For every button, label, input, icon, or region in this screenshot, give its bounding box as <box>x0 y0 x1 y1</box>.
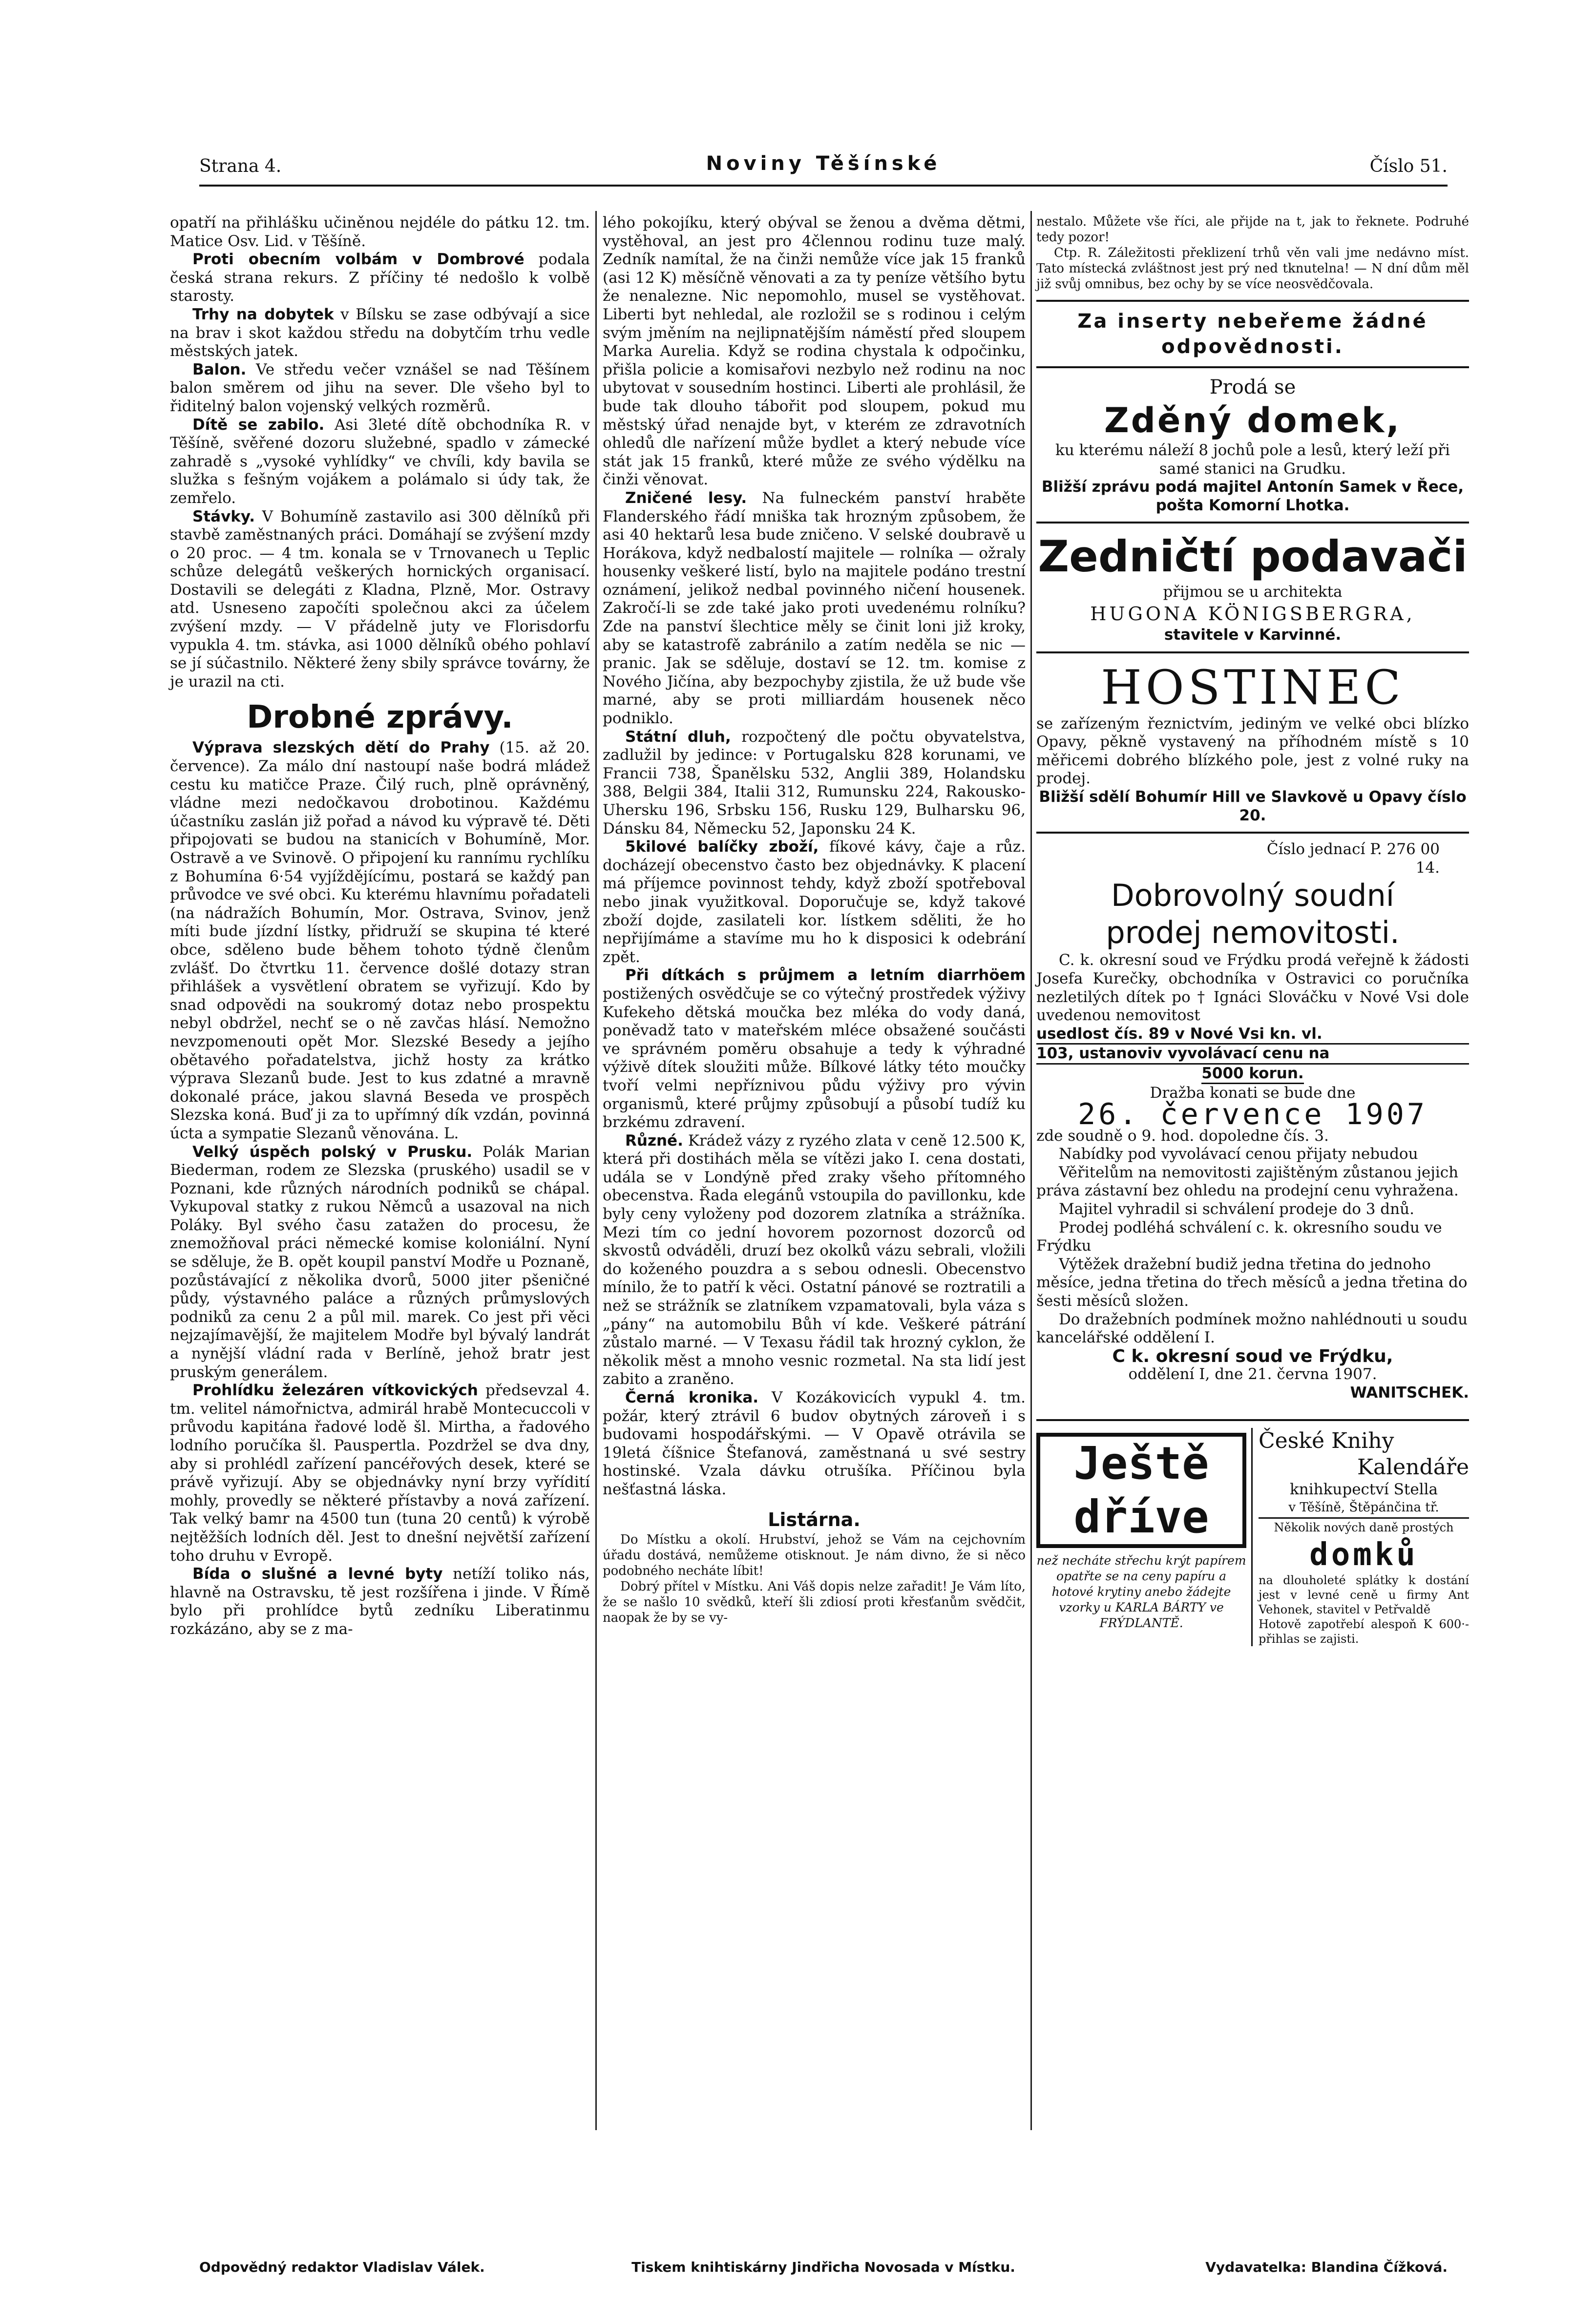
article-text: netíží toliko nás, hlavně na Ostravsku, tě jest rozšířena i jinde. V Římě bylo při prohlídce bytů zedníku Liberatinmu rozkázáno, aby se z ma- <box>170 1565 590 1638</box>
editor-line: Odpovědný redaktor Vladislav Válek. <box>199 2259 485 2275</box>
article-text: V Bohumíně zastavilo asi 300 dělníků při stavbě zaměstnaných práci. Domáhají se zvýšení mzdy o 20 proc. — 4 tm. konala se v Trnovanech u Teplic schůze delegátů veškerých hornických organisací. Dostavili se delegáti z Kladna, Plzně, Mor. Ostravy atd. Usneseno započíti společnou akci za účelem zvýšení mzdy. — V přádelně juty ve Florisdorfu vypukla 4. tm. stávka, asi 1000 dělníků obého pohlaví se jí súčastnilo. Některé ženy sbily správce továrny, že je urazil na cti. <box>170 507 590 691</box>
article-heading: Státní dluh, <box>625 728 731 746</box>
listarna-item: Ctp. R. Záležitosti překlizení trhů věn vali jme nedávno míst. Tato místecká zvláštnost jest prý ned tknutelna! — N dní dům měl již svůj omnibus, bez ochy by se více neosvědčovala. <box>1036 246 1469 292</box>
ad-contact: Bližší sdělí Bohumír Hill ve Slavkově u Opavy číslo 20. <box>1039 788 1467 824</box>
ad-address: v Těšíně, Štěpánčina tř. <box>1259 1499 1469 1519</box>
article-heading: Bída o slušné a levné byty <box>192 1565 443 1583</box>
ad-text: ku kterému náleží 8 jochů pole a lesů, který leží při samé stanici na Grudku. <box>1055 441 1450 478</box>
page-number: Strana 4. <box>199 156 282 176</box>
article <box>170 361 590 416</box>
article-text: Krádež vázy z ryzého zlata v ceně 12.500 K, která při dostihách měla se vítězi jako I. cena dostati, udála se v Londýně před zraky všeho přítomného obecenstva. Řada elegánů vstoupila do pavillonku, kde byly ceny vyloženy pod dozorem zlatníka a strážníka. Mezi tím co jední hovorem pozornost dozorců od skvostů odváděli, druzí bez okolků vázu sebrali, vložili do koženého pouzdra a s sebou odnesli. Obecenstvo mínilo, že to patří k věci. Ostatní pánové se roztratili a než se strážník se zlatníkem vzpamatovali, byla váza s „pány“ na automobilu Bůh ví kde. Veškeré pátrání zůstalo marné. — V Texasu řádil tak hrozný cyklon, že několik měst a mnoho vesnic rozmetal. Na sta lidí jest zabito a zraněno. <box>603 1131 1026 1388</box>
article-heading: Výprava slezských dětí do Prahy <box>192 739 490 757</box>
ad-text: zde soudně o 9. hod. dopoledne čís. 3. <box>1036 1127 1329 1145</box>
listarna-body <box>603 1532 1026 1626</box>
ad-shop: knihkupectví Stella <box>1289 1480 1438 1498</box>
ad-hostinec <box>1036 651 1469 832</box>
ad-text: Nabídky pod vyvolávací cenou přijaty nebudou <box>1059 1145 1418 1163</box>
ad-text: Prodej podléhá schválení c. k. okresního soudu ve Frýdku <box>1036 1218 1442 1255</box>
ad-title: Ještě dříve <box>1036 1433 1246 1548</box>
listarna-item: nestalo. Můžete vše říci, ale přijde na t, jak to řeknete. Podruhé tedy pozor! <box>1036 214 1469 245</box>
article-text: předsevzal 4. tm. velitel námořnictva, admirál hrabě Montecuccoli v průvodu kapitána řadové lodě šl. Mirtha, a řadového lodního poručíka šl. Pauspertla. Pozdržel se dva dny, aby si prohlédl zařízení pancéřových desek, které se právě vyřizují. Aby se objednávky nyní brzy vyřídití mohly, provedly se některé přístavby a nová zařízení. Tak velký bamr na 4500 tun (tuna 20 centů) k výrobě nejtěžších lodních děl. Jest to dnešní největší zařízení toho druhu v Evropě. <box>170 1382 590 1565</box>
article-heading: Různé. <box>625 1131 683 1150</box>
ad-zdeny-domek <box>1036 366 1469 522</box>
ad-stella <box>1253 1428 1469 1647</box>
article-text: postižených osvědčuje se co výtečný prostředek výživy Kufekeho dětská moučka bez mléka do vody daná, poněvadž tato v mateřském mléce obsažené součásti ve správném poměru obsahuje a tedy k výhradné výživě dítek sloužiti může. Bílkové látky této moučky tvoří velmi nepříznivou půdu výživy pro vývin organismů, které průjmy způsobují a působí tudíž ku brzkému zdravení. <box>603 984 1026 1131</box>
article <box>170 416 590 508</box>
article-text: V Kozákovicích vypukl 4. tm. požár, který ztrávil 6 budov obytných zároveň i s budovami hospodářskými. — V Opavě otrávila se 19letá číšnice Štefanová, zaměstnaná u své sestry hostinské. Vzala dávku otrušíka. Příčinou byla nešťastná láska. <box>603 1389 1026 1498</box>
ad-text: Majitel vyhradil si schválení prodeje do 3 dnů. <box>1059 1200 1414 1218</box>
ad-name: HUGONA KÖNIGSBERGRA, <box>1090 603 1415 625</box>
ad-signature: C k. okresní soud ve Frýdku, <box>1112 1346 1393 1366</box>
ad-text: se zařízeným řeznictvím, jediným ve velké obci blízko Opavy, pěkně vystavený na příhodném místě s 10 měřicemi dobrého blízkého pole, jest z volné ruky na prodej. <box>1036 714 1469 788</box>
listarna-item: Dobrý přítel v Místku. Ani Váš dopis nelze zařadit! Je Vám líto, že se našlo 10 svědků, kteří šli zdiosí proti křesťanům svědčit, naopak že by se vy- <box>603 1579 1026 1626</box>
article <box>603 728 1026 838</box>
article-text: opatří na přihlášku učiněnou nejdéle do pátku 12. tm. Matice Osv. Lid. v Těšíně. <box>170 214 590 250</box>
ad-text: C. k. okresní soud ve Frýdku prodá veřejně k žádosti Josefa Kurečky, obchodníka v Ostravici co poručníka nezletilých dítek po † Ignáci Slováčku v Nové Vsi dole uvedenou nemovitost <box>1036 951 1469 1025</box>
ad-zednicti-podavaci <box>1036 522 1469 651</box>
article <box>603 1389 1026 1499</box>
section-title: Drobné zprávy. <box>247 699 513 736</box>
ad-subtitle: stavitele v Karvinné. <box>1164 626 1342 644</box>
article <box>170 306 590 361</box>
article-heading: Dítě se zabilo. <box>192 416 325 434</box>
column-3 <box>1036 214 1469 1646</box>
ad-contact: Bližší zprávu podá majitel Antonín Samek v Řece, pošta Komorní Lhotka. <box>1041 478 1464 514</box>
article <box>170 251 590 306</box>
article <box>603 489 1026 728</box>
ad-highlight: 5000 korun. <box>1201 1065 1303 1085</box>
ad-text: Věřitelům na nemovitosti zajištěným zůstanou jejich práva zástavní bez ohledu na prodejní cenu vyhražena. <box>1036 1163 1459 1200</box>
article-heading: Balon. <box>192 360 247 378</box>
article-text: Polák Marian Biederman, rodem ze Slezska (pruského) usadil se v Poznani, kde různých národních podniků se chápal. Vykupoval statky z rukou Němců a usazoval na nich Poláky. Byl svého času zatažen do procesu, že znemožňoval práci německé komise koloniální. Nyní se sděluje, že B. opět koupil panství Modře u Poznaně, pozůstávající z několika dvorů, 5000 jiter pšeničné půdy, výstavného paláce a různých průmyslových podniků za cenu 2 a půl mil. marek. Co jest při věci nejzajímavější, že majitelem Modře byl bývalý landrát a nynější vládní rada v Berlíně, jehož bratr jest pruským generálem. <box>170 1143 590 1381</box>
notice-inserty <box>1036 300 1469 366</box>
ad-title: domků <box>1309 1537 1418 1573</box>
ad-title: Zděný domek, <box>1104 400 1401 440</box>
article-text: v Bílsku se zase odbývají a sice na brav i skot každou středu na dobytčím trhu vedle městských jatek. <box>170 305 590 360</box>
ad-title: HOSTINEC <box>1101 660 1405 715</box>
article-heading: Černá kronika. <box>625 1389 759 1406</box>
ad-drazba <box>1036 832 1469 1409</box>
case-number-suffix: 14. <box>1415 858 1440 877</box>
article-heading: Stávky. <box>192 507 255 525</box>
article-text: (15. až 20. července). Za málo dní nastoupí naše bodrá mládež cestu ku matičce Praze. Čilý ruch, plně oprávněný, vládne mezi nedočkavou drobotinou. Každému účastníku zaslán již pořad a návod ku výpravě té. Děti připojovati se budou na stanicích v Bohumíně, Mor. Ostravě a ve Svinově. O připojení ku rannímu rychlíku z Bohumína 6·54 vyjíždějícímu, postará se každý pan průvodce ve své obci. Ku kterému hlavnímu pořadateli (na nádražích Bohumín, Mor. Ostrava, Svinov, jenž míti bude jízdní lístky, přidruží se skupina té které obce, sděleno bude během tohoto týdně členům zvlášť. Do čtvrtku 11. července došlé dotazy stran přihlášek a vysvětlení obratem se vyřizují. Kdo by snad odpovědi na soukromý dotaz nebo prospektu nebyl obdržel, nechť se o ně zavčas hlásí. Nemožno nevzpomenouti opět Mor. Slezské Besedy a jejího obětavého pořadatelstva, jichž hosty za krátko výprava Slezanů bude. Jest to kus zdatné a mravně dokonalé práce, jakou slavná Beseda ve prospěch Slezska koná. Buď ji za to upřímný dík vzdán, povinná úcta a sympatie Slezanů věnována. L. <box>170 739 590 1142</box>
column-1 <box>170 214 590 1639</box>
ad-text: na dlouholeté splátky k dostání jest v levné ceně u firmy Ant Vehonek, stavitel v Petřvaldě <box>1259 1573 1469 1617</box>
ad-text: Do dražebních podmínek možno nahlédnouti u soudu kancelářské oddělení I. <box>1036 1310 1468 1347</box>
ad-text: Hotově zapotřebí alespoň K 600·- přihlas se zajisti. <box>1259 1617 1469 1646</box>
ad-text: přijmou se u architekta <box>1163 583 1343 601</box>
article-text: Na fulneckém panství hraběte Flanderského řádí mniška tak hrozným způsobem, že asi 40 hektarů lesa bude zničeno. V selské doubravě u Horákova, když nedbalostí majitele — rolníka — ožraly housenky veškeré listí, bylo na majitele podáno trestní oznámení, jelikož nedbal povinného ničení housenek. Zakročí-li se zde také jako proti uvedenému rolníku? Zde na panství šlechtice měly se činit loni již kroky, aby se katastrofě zabránilo a zatím neděla se nic — pranic. Jak se sděluje, dostaví se 12. tm. komise z Nového Jičína, aby bezpochyby zjistila, že už bude vše marné, aby se proti milliardám housenek něco podniklo. <box>603 489 1026 728</box>
article-heading: Při dítkách s průjmem a letním diarrhöem <box>625 966 1026 984</box>
ad-karel-barta <box>1036 1428 1253 1647</box>
article-heading: Trhy na dobytek <box>192 305 334 323</box>
column-2 <box>603 214 1026 1626</box>
article-heading: Proti obecním volbám v Dombrové <box>192 251 525 269</box>
issue-number: Číslo 51. <box>1369 156 1448 176</box>
newspaper-title: Noviny Těšínské <box>706 152 941 175</box>
ad-text: než necháte střechu krýt papírem opatřte se na ceny papíru a hotové krytiny anebo žádejte vzorky u KARLA BÁRTY ve FRÝDLANTĚ. <box>1036 1553 1246 1630</box>
column-divider <box>1030 211 1032 2130</box>
ad-highlight: 103, ustanoviv vyvolávací cenu na <box>1036 1045 1469 1065</box>
case-number: Číslo jednací P. 276 00 <box>1266 840 1440 858</box>
ad-title: Dobrovolný soudní <box>1111 878 1395 914</box>
article <box>603 838 1026 966</box>
article-text: rozpočtený dle počtu obyvatelstva, zadlužil by jedince: v Portugalsku 828 korunami, ve Francii 738, Španělsku 532, Anglii 389, Holandsku 388, Belgii 384, Italii 312, Rumunsku 224, Rakousko-Uhersku 196, Srbsku 156, Rusku 129, Bulharsku 96, Dánsku 84, Německu 52, Japonsku 24 K. <box>603 728 1026 837</box>
listarna-title: Listárna. <box>768 1508 861 1530</box>
column-divider <box>595 211 597 2130</box>
article-text: podala česká strana rekurs. Z příčiny té nedošlo k volbě starosty. <box>170 251 590 305</box>
article-text: lého pokojíku, který obýval se ženou a dvěma dětmi, vystěhoval, an jest pro 4člennou rodinu tuze malý. Zedník namítal, že na činži nemůže více jak 15 franků (asi 12 K) měsíčně věnovati a za ty peníze většího bytu že nenalezne. Nic nepomohlo, musel se vystěhovat. Liberti byt nehledal, ale rozložil se s rodinou i celým svým jměním na nejlipnatějším náměstí před sloupem Marka Aurelia. Když se rodina chystala k odpočinku, přišla policie a komisařovi nezbylo než rodinu na noc ubytovat v sousedním hostinci. Liberti ale prohlásil, že bude tak dlouho tábořit pod sloupem, pokud mu městský úřad nenajde byt, v kterém ze zdravotních ohledů dle nařízení může bydlet a který nebude více stát jak 15 franků, které může ze svého výdělku na činži věnovat. <box>603 214 1026 489</box>
article <box>170 739 590 1143</box>
article <box>170 1565 590 1638</box>
header-rule <box>199 185 1448 187</box>
inserty-notice-text: Za inserty nebeřeme žádné odpovědnosti. <box>1077 310 1428 358</box>
publisher-line: Vydavatelka: Blandina Čížková. <box>1205 2259 1448 2275</box>
listarna-continued <box>1036 214 1469 292</box>
ad-title: České Knihy <box>1259 1428 1394 1453</box>
article-text: fíkové kávy, čaje a růz. docházejí obecenstvo často bez objednávky. K placení má příjemce povinnost tehdy, když zboží spotřeboval nebo jinak využitkoval. Doporučuje se, když takové zboží dojde, zasilateli kor. lístkem sděliti, že ho nepřijímáme a stavíme mu ho k disposici k odebrání zpět. <box>603 838 1026 966</box>
ad-title: Kalendáře <box>1357 1454 1469 1480</box>
article <box>603 966 1026 1131</box>
article-heading: Prohlídku železáren vítkovických <box>192 1382 478 1400</box>
ad-title: prodej nemovitosti. <box>1106 915 1400 951</box>
article <box>603 1132 1026 1389</box>
article <box>170 1143 590 1382</box>
ad-row-bottom <box>1036 1419 1469 1647</box>
ad-text: Dražba konati se bude dne <box>1150 1084 1356 1102</box>
article-text: Asi 3leté dítě obchodníka R. v Těšíně, svěřené dozoru služebné, spadlo v zámecké zahradě s „vysoké vyhlídky“ ve chvíli, kdy bavila se služka s fešným vojákem a polámalo si údy tak, že zemřelo. <box>170 416 590 507</box>
listarna-item: Do Místku a okolí. Hrubství, jehož se Vám na cejchovním úřadu dostává, nemůžeme otisknout. Je nám divno, že si něco podobného necháte líbit! <box>603 1532 1026 1579</box>
article-heading: Zničené lesy. <box>625 489 747 507</box>
article <box>170 1382 590 1565</box>
printer-line: Tiskem knihtiskárny Jindřicha Novosada v Místku. <box>631 2259 1015 2275</box>
article-text: Ve středu večer vznášel se nad Těšínem balon směrem od jihu na sever. Dle všeho byl to řiditelný balon vojenský velkých rozměrů. <box>170 360 590 415</box>
ad-text: Několik nových daně prostých <box>1274 1520 1454 1534</box>
article-heading: Velký úspěch polský v Prusku. <box>192 1143 473 1161</box>
article-heading: 5kilové balíčky zboží, <box>625 838 819 856</box>
ad-signature: oddělení I, dne 21. června 1907. <box>1128 1365 1377 1383</box>
ad-lead: Prodá se <box>1209 376 1296 398</box>
article <box>170 508 590 691</box>
ad-signature-name: WANITSCHEK. <box>1350 1383 1469 1402</box>
auction-date: 26. července 1907 <box>1077 1097 1428 1132</box>
page-header <box>199 152 1448 182</box>
ad-text: Výtěžek dražební budiž jedna třetina do jednoho měsíce, jedna třetina do třech měsíců a jedna třetina do šesti měsíců složen. <box>1036 1255 1468 1310</box>
ad-highlight: usedlost čís. 89 v Nové Vsi kn. vl. <box>1036 1025 1469 1045</box>
ad-title: Zedničtí podavači <box>1038 531 1468 582</box>
